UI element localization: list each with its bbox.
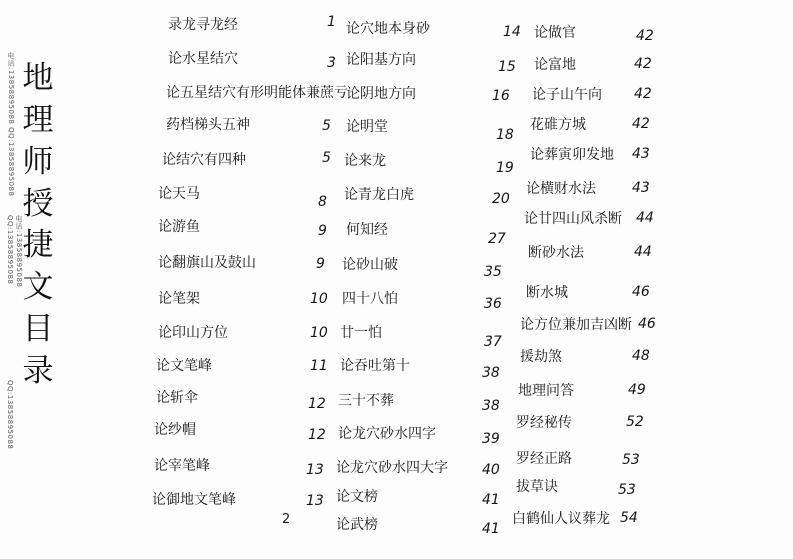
toc-entry-label: 论青龙白虎 [344, 187, 414, 203]
toc-entry-page: 43 [632, 180, 650, 196]
toc-entry-page: 38 [482, 398, 500, 414]
toc-entry-label: 论砂山破 [342, 257, 398, 273]
toc-entry-label: 论吞吐第十 [340, 358, 410, 374]
toc-entry-label: 援劫煞 [520, 349, 562, 365]
toc-entry-page: 49 [628, 382, 646, 398]
toc-entry-page: 13 [306, 493, 324, 509]
toc-entry-page: 41 [482, 492, 500, 508]
toc-entry-page: 13 [306, 462, 324, 478]
toc-entry-page: 40 [482, 462, 500, 478]
toc-entry-page: 48 [632, 348, 650, 364]
toc-entry-page: 10 [310, 325, 328, 341]
title-char: 目 [22, 311, 54, 348]
toc-entry-page: 9 [318, 223, 327, 239]
toc-entry-label: 论葬寅卯发地 [530, 147, 614, 163]
toc-entry-page: 15 [498, 59, 516, 75]
toc-entry-page: 5 [322, 150, 331, 166]
toc-entry-page: 43 [632, 146, 650, 162]
toc-entry-label: 论文笔峰 [156, 358, 212, 374]
page-number: 2 [282, 512, 291, 527]
toc-entry-label: 廿一怕 [340, 325, 382, 341]
toc-entry-page: 42 [634, 86, 652, 102]
toc-entry-page: 3 [327, 55, 336, 71]
toc-entry-label: 论横财水法 [526, 181, 596, 197]
toc-entry-label: 罗经正路 [516, 451, 572, 467]
toc-entry-label: 录龙寻龙经 [168, 17, 238, 33]
toc-entry-label: 论龙穴砂水四字 [338, 426, 436, 442]
toc-entry-page: 54 [620, 510, 638, 526]
toc-entry-page: 8 [318, 194, 327, 210]
toc-entry-label: 论阳基方向 [346, 52, 416, 68]
toc-entry-page: 11 [310, 358, 328, 374]
toc-entry-page: 53 [622, 452, 640, 468]
toc-entry-label: 罗经秘传 [516, 415, 572, 431]
toc-entry-page: 16 [492, 88, 510, 104]
toc-entry-page: 42 [636, 28, 654, 44]
title-char: 理 [22, 101, 54, 138]
toc-entry-page: 52 [626, 414, 644, 430]
toc-entry-label: 论结穴有四种 [162, 152, 246, 168]
side-contact-note: QQ:13858895088 [6, 380, 14, 450]
toc-entry-page: 36 [484, 296, 502, 312]
toc-entry-page: 1 [327, 14, 336, 30]
title-char: 授 [22, 185, 54, 222]
toc-entry-label: 拔草诀 [516, 479, 558, 495]
toc-entry-label: 论笔架 [158, 291, 200, 307]
toc-entry-page: 37 [484, 334, 502, 350]
title-char: 地 [22, 60, 54, 96]
toc-entry-label: 四十八怕 [342, 291, 398, 307]
toc-entry-label: 论阴地方向 [346, 86, 416, 102]
toc-entry-label: 论纱帽 [154, 422, 196, 438]
toc-entry-label: 地理问答 [518, 383, 574, 399]
toc-entry-label: 论游鱼 [158, 219, 200, 235]
toc-entry-label: 论武榜 [336, 517, 378, 533]
title-char: 捷 [22, 227, 54, 264]
toc-entry-label: 论穴地本身砂 [346, 21, 430, 37]
toc-entry-page: 39 [482, 431, 500, 447]
toc-entry-page: 19 [496, 160, 514, 176]
title-char: 文 [22, 269, 54, 306]
toc-entry-page: 46 [638, 316, 656, 332]
toc-entry-page: 9 [316, 256, 325, 272]
toc-entry-label: 论子山午向 [532, 87, 602, 103]
toc-entry-label: 论御地文笔峰 [152, 492, 236, 508]
toc-entry-page: 12 [308, 396, 326, 412]
toc-entry-label: 药档梯头五神 [166, 117, 250, 133]
document-title [18, 58, 58, 393]
side-contact-note: 电话:13858895088 QQ:13858895088 [6, 215, 23, 288]
toc-entry-page: 42 [632, 116, 650, 132]
toc-entry-label: 论天马 [158, 186, 200, 202]
toc-entry-label: 论廿四山风杀断 [524, 211, 622, 227]
toc-entry-page: 5 [322, 118, 331, 134]
toc-entry-page: 20 [492, 191, 510, 207]
toc-entry-page: 38 [482, 365, 500, 381]
toc-entry-label: 论明堂 [346, 119, 388, 135]
toc-entry-page: 18 [496, 127, 514, 143]
toc-entry-label: 论富地 [534, 57, 576, 73]
toc-entry-label: 断水城 [526, 285, 568, 301]
toc-entry-page: 12 [308, 427, 326, 443]
toc-entry-label: 花碓方城 [530, 117, 586, 133]
toc-entry-label: 论做官 [534, 25, 576, 41]
toc-entry-page: 41 [482, 521, 500, 537]
toc-entry-label: 论来龙 [344, 153, 386, 169]
toc-entry-page: 53 [618, 482, 636, 498]
side-contact-note: 电话:13858895088 QQ:13858895088 [7, 52, 15, 197]
toc-entry-page: 27 [488, 231, 506, 247]
toc-entry-label: 论五星结穴有形明能体兼蔗亏 [166, 85, 348, 101]
toc-entry-label: 论翻旗山及鼓山 [158, 255, 256, 271]
toc-entry-page: 10 [310, 291, 328, 307]
toc-entry-label: 论印山方位 [158, 325, 228, 341]
toc-entry-page: 44 [634, 244, 652, 260]
toc-entry-label: 何知经 [346, 222, 388, 238]
toc-entry-label: 三十不葬 [338, 393, 394, 409]
toc-entry-page: 42 [634, 56, 652, 72]
toc-entry-page: 46 [632, 284, 650, 300]
toc-entry-label: 白鹤仙人议葬龙 [512, 511, 610, 527]
toc-entry-label: 论文榜 [336, 489, 378, 505]
title-char: 师 [22, 143, 54, 180]
toc-entry-page: 14 [503, 24, 521, 40]
toc-entry-label: 论宰笔峰 [154, 458, 210, 474]
toc-entry-label: 论方位兼加吉凶断 [520, 317, 632, 333]
title-char: 录 [22, 352, 54, 389]
toc-entry-label: 论斩伞 [156, 390, 198, 406]
toc-entry-page: 44 [636, 210, 654, 226]
toc-entry-page: 35 [484, 264, 502, 280]
toc-entry-label: 论水星结穴 [168, 51, 238, 67]
toc-entry-label: 论龙穴砂水四大字 [336, 460, 448, 476]
toc-entry-label: 断砂水法 [528, 245, 584, 261]
